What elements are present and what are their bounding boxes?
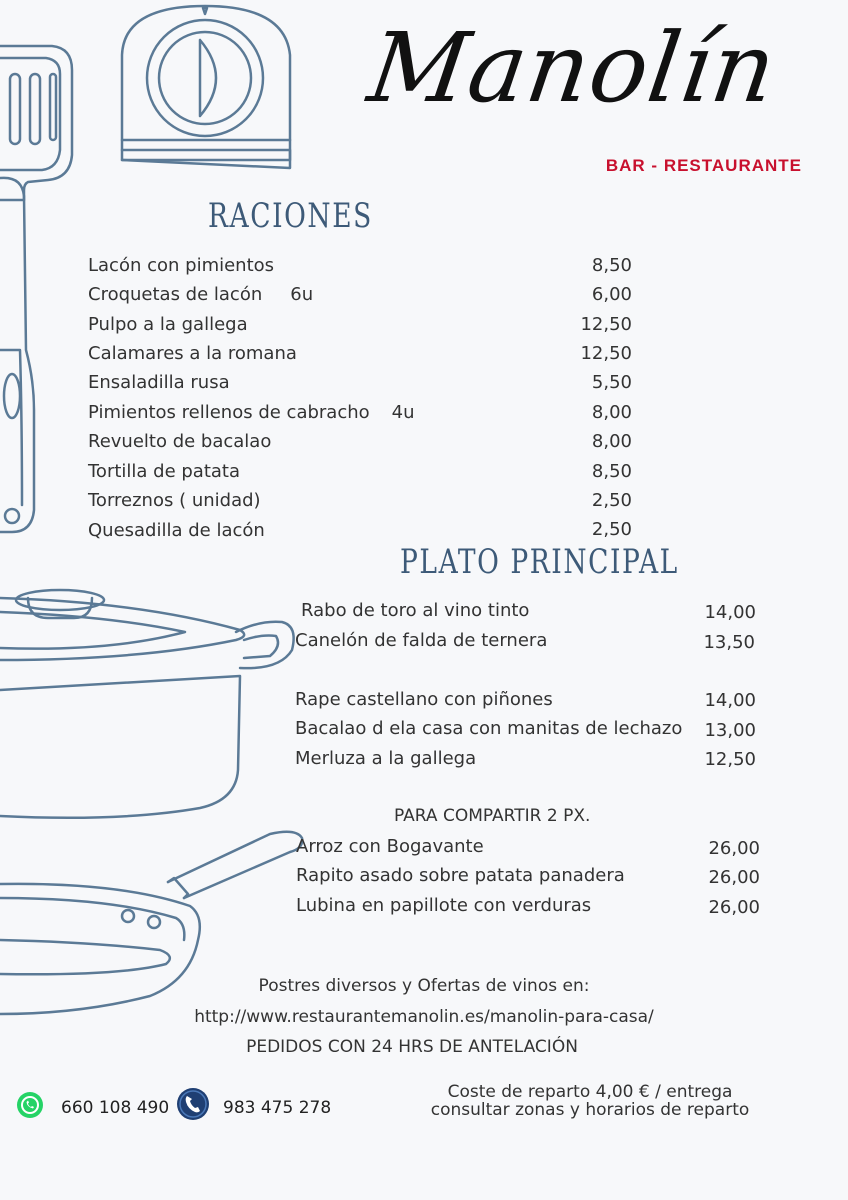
whatsapp-number[interactable]: 660 108 490 [61, 1098, 170, 1118]
delivery-cost-line: Coste de reparto 4,00 € / entrega [447, 1082, 733, 1102]
compartir-item: Lubina en papillote con verduras [296, 895, 592, 916]
raciones-price: 8,50 [591, 461, 632, 482]
raciones-item: Lacón con pimientos [88, 255, 275, 276]
brand-name: Manolín [362, 12, 784, 124]
raciones-item: Quesadilla de lacón [88, 520, 265, 541]
raciones-price: 8,00 [591, 431, 632, 452]
compartir-item: Arroz con Bogavante [296, 836, 484, 857]
principal-item: Rape castellano con piñones [295, 689, 553, 710]
brand-subtitle: BAR - RESTAURANTE [605, 156, 802, 175]
whatsapp-icon [16, 1091, 44, 1119]
phone-number[interactable]: 983 475 278 [223, 1098, 332, 1118]
raciones-item: Calamares a la romana [88, 343, 297, 364]
principal-price: 14,00 [704, 602, 756, 623]
principal-price: 13,50 [703, 632, 755, 653]
delivery-zones-line: consultar zonas y horarios de reparto [430, 1099, 750, 1120]
raciones-price: 8,00 [591, 402, 632, 423]
raciones-price: 12,50 [580, 314, 632, 335]
pot-icon [0, 590, 294, 818]
principal-price: 13,00 [704, 720, 756, 741]
principal-item: Merluza a la gallega [295, 748, 477, 769]
raciones-item: Ensaladilla rusa [88, 372, 230, 393]
principal-price: 12,50 [704, 749, 756, 770]
compartir-price: 26,00 [708, 838, 760, 859]
principal-item: Bacalao d ela casa con manitas de lechazo [295, 718, 683, 739]
raciones-price: 5,50 [591, 372, 632, 393]
compartir-item: Rapito asado sobre patata panadera [296, 865, 625, 886]
item-quantity: 6u [290, 284, 314, 305]
raciones-price: 2,50 [591, 490, 632, 511]
principal-item: Rabo de toro al vino tinto [301, 600, 530, 621]
item-quantity: 4u [391, 402, 415, 423]
principal-item: Canelón de falda de ternera [295, 630, 548, 651]
compartir-title: PARA COMPARTIR 2 PX. [394, 806, 591, 826]
raciones-item: Pimientos rellenos de cabracho 4u [88, 402, 415, 423]
raciones-price: 8,50 [591, 255, 632, 276]
postres-text: Postres diversos y Ofertas de vinos en: [258, 976, 590, 996]
raciones-item: Tortilla de patata [88, 461, 241, 482]
principal-title: PLATO PRINCIPAL [400, 542, 679, 582]
raciones-price: 2,50 [591, 519, 632, 540]
raciones-price: 6,00 [591, 284, 632, 305]
website-link[interactable]: http://www.restaurantemanolin.es/manolin-para-casa/ [194, 1007, 654, 1027]
restaurant-logo [362, 12, 820, 180]
timer-icon [122, 6, 290, 168]
pedidos-notice: PEDIDOS CON 24 HRS DE ANTELACIÓN [246, 1037, 578, 1057]
raciones-item: Revuelto de bacalao [88, 431, 272, 452]
compartir-price: 26,00 [708, 867, 760, 888]
raciones-item: Torreznos ( unidad) [88, 490, 261, 511]
raciones-title: RACIONES [208, 196, 373, 236]
compartir-price: 26,00 [708, 897, 760, 918]
principal-price: 14,00 [704, 690, 756, 711]
phone-icon [176, 1087, 210, 1121]
raciones-item: Pulpo a la gallega [88, 314, 248, 335]
delivery-cost [395, 1084, 785, 1120]
spatula-icon [0, 46, 72, 532]
raciones-price: 12,50 [580, 343, 632, 364]
raciones-item: Croquetas de lacón 6u [88, 284, 314, 305]
